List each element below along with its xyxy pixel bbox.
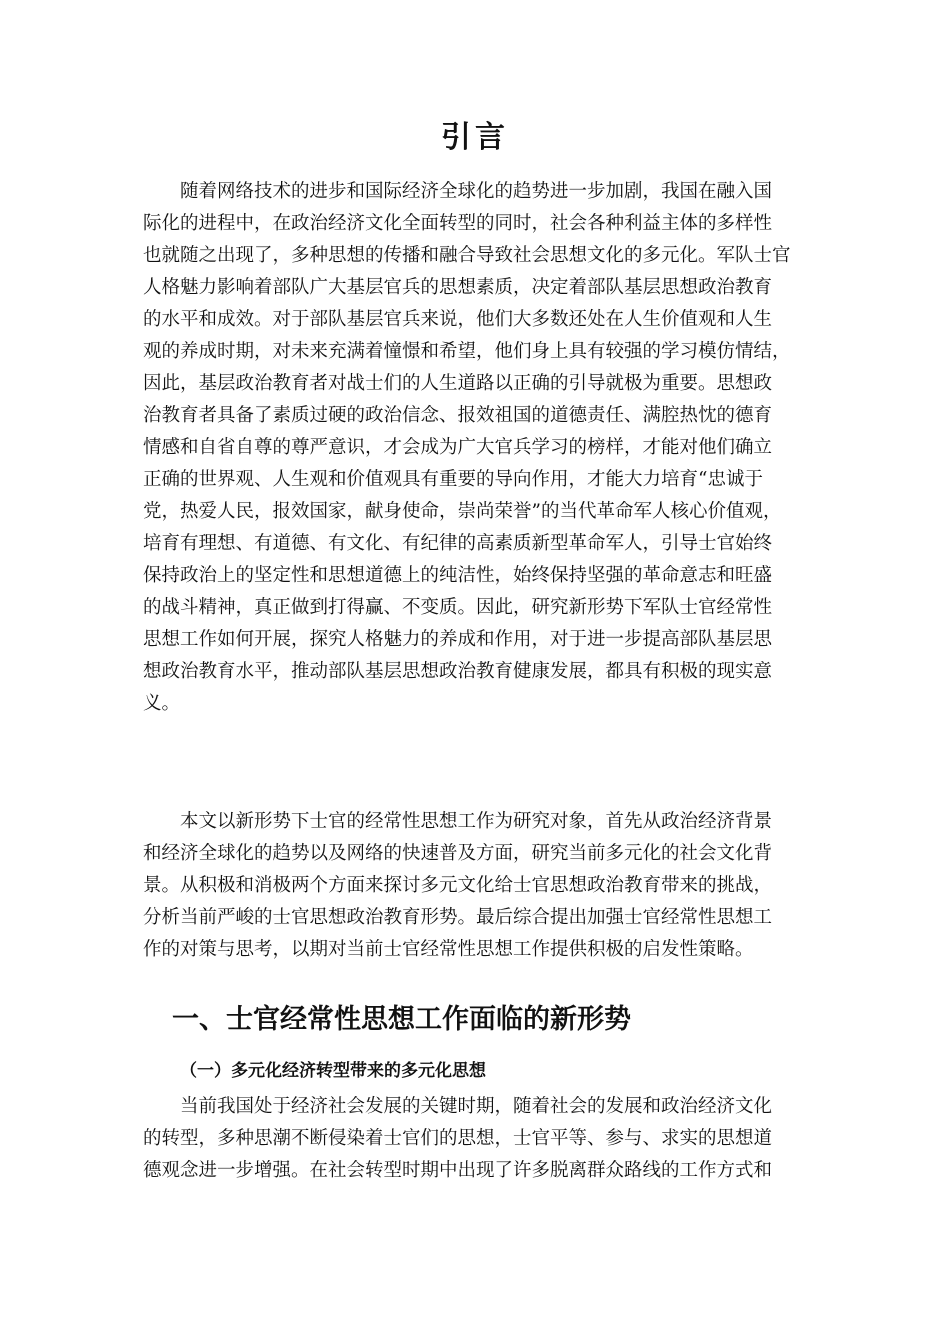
text-line: 培育有理想、有道德、有文化、有纪律的高素质新型革命军人，引导士官始终 — [143, 533, 773, 554]
text-line: 分析当前严峻的士官思想政治教育形势。最后综合提出加强士官经常性思想工 — [143, 907, 773, 928]
text-line: 观的养成时期，对未来充满着憧憬和希望，他们身上具有较强的学习模仿情结， — [143, 341, 791, 362]
text-line: 德观念进一步增强。在社会转型时期中出现了许多脱离群众路线的工作方式和 — [143, 1160, 773, 1181]
text-line: 随着网络技术的进步和国际经济全球化的趋势进一步加剧，我国在融入国 — [180, 181, 773, 202]
intro-paragraph-1 — [143, 176, 818, 720]
text-line: 想政治教育水平，推动部队基层思想政治教育健康发展，都具有积极的现实意 — [143, 661, 773, 682]
text-line: 因此，基层政治教育者对战士们的人生道路以正确的引导就极为重要。思想政 — [143, 373, 773, 394]
text-line: 的战斗精神，真正做到打得赢、不变质。因此，研究新形势下军队士官经常性 — [143, 597, 773, 618]
text-line: 思想工作如何开展，探究人格魅力的养成和作用，对于进一步提高部队基层思 — [143, 629, 773, 650]
page-title: 引言 — [441, 120, 509, 155]
text-line: 义。 — [143, 693, 181, 714]
text-line: 正确的世界观、人生观和价值观具有重要的导向作用，才能大力培育“忠诚于 — [143, 469, 763, 490]
text-line: 的转型，多种思潮不断侵染着士官们的思想，士官平等、参与、求实的思想道 — [143, 1128, 773, 1149]
text-line: 当前我国处于经济社会发展的关键时期，随着社会的发展和政治经济文化 — [180, 1096, 773, 1117]
text-line: 际化的进程中，在政治经济文化全面转型的同时，社会各种利益主体的多样性 — [143, 213, 773, 234]
text-line: 党，热爱人民，报效国家，献身使命，崇尚荣誉”的当代革命军人核心价值观， — [143, 501, 782, 522]
text-line: 和经济全球化的趋势以及网络的快速普及方面，研究当前多元化的社会文化背 — [143, 843, 773, 864]
subsection-heading: （一）多元化经济转型带来的多元化思想 — [180, 1061, 486, 1081]
text-line: 也就随之出现了，多种思想的传播和融合导致社会思想文化的多元化。军队士官 — [143, 245, 791, 266]
text-line: 的水平和成效。对于部队基层官兵来说，他们大多数还处在人生价值观和人生 — [143, 309, 773, 330]
section-heading: 一、士官经常性思想工作面临的新形势 — [172, 1004, 631, 1035]
text-line: 本文以新形势下士官的经常性思想工作为研究对象，首先从政治经济背景 — [180, 811, 773, 832]
intro-paragraph-2 — [143, 806, 818, 966]
text-line: 情感和自省自尊的尊严意识，才会成为广大官兵学习的榜样，才能对他们确立 — [143, 437, 773, 458]
text-line: 作的对策与思考，以期对当前士官经常性思想工作提供积极的启发性策略。 — [143, 939, 754, 960]
text-line: 人格魅力影响着部队广大基层官兵的思想素质，决定着部队基层思想政治教育 — [143, 277, 773, 298]
text-line: 保持政治上的坚定性和思想道德上的纯洁性，始终保持坚强的革命意志和旺盛 — [143, 565, 773, 586]
subsection-paragraph — [143, 1091, 818, 1187]
text-line: 景。从积极和消极两个方面来探讨多元文化给士官思想政治教育带来的挑战， — [143, 875, 773, 896]
text-line: 治教育者具备了素质过硬的政治信念、报效祖国的道德责任、满腔热忱的德育 — [143, 405, 773, 426]
